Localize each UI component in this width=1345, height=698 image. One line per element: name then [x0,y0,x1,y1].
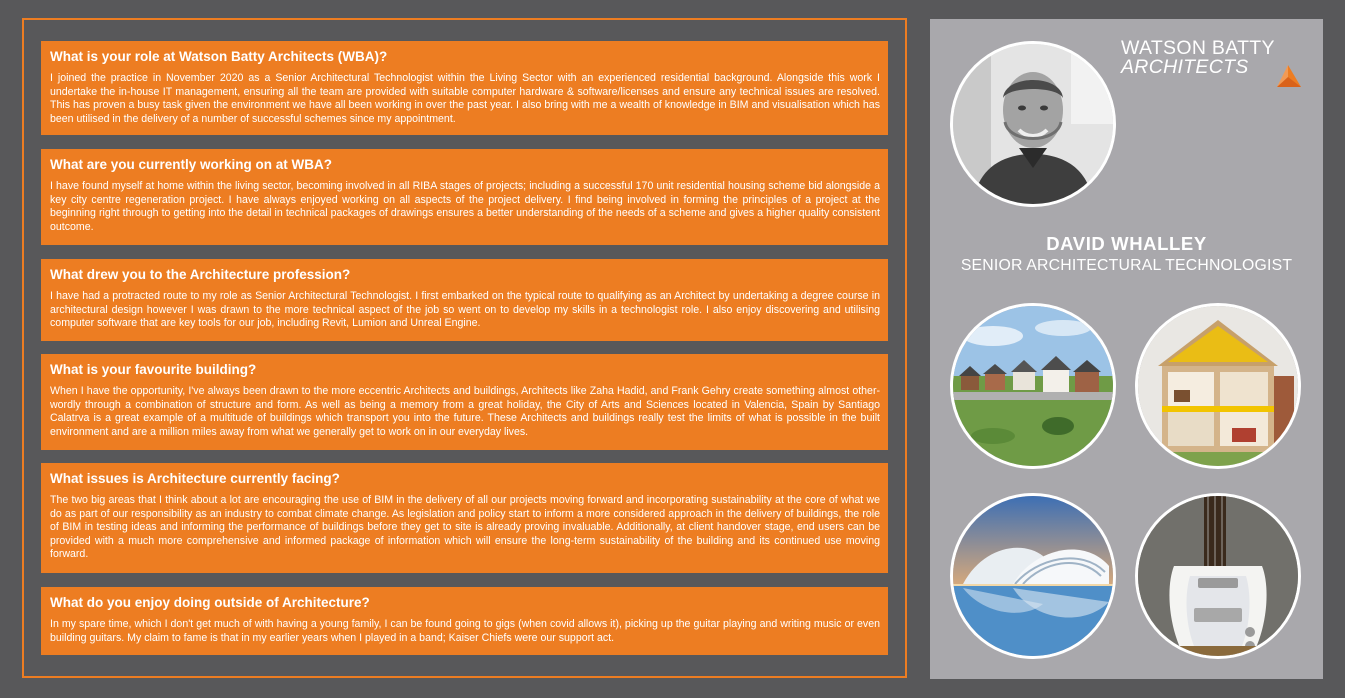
person-name: DAVID WHALLEY [1046,233,1207,254]
qa-card-role [41,41,888,135]
qa-card-favourite-building [41,354,888,450]
question-heading: What is your favourite building? [50,362,257,377]
answer-text: I joined the practice in November 2020 as a Senior Architectural Technologist within the Living Sector with an experienced residential background. Alongside this work I undertake the in-house IT management, ensuring all the team are provided with suitable computer hardware & software/licenses and ensure any technical issues are resolved. This has proven a busy task given the environment we have all been working in over the past year. I also bring with me a wealth of knowledge in BIM and visualisation which has been utilised in the delivery of a number of successful schemes since my appointment. [50,72,880,125]
qa-card-outside-interests [41,587,888,655]
answer-text: When I have the opportunity, I've always been drawn to the more eccentric Architects and buildings, Architects like Zaha Hadid, and Frank Gehry create something almost other-wordly through a combination of structure and form. As well as being a memory from a great holiday, the City of Arts and Sciences located in Valencia, Spain by Santiago Calatrva is a great example of a multitude of buildings which transport you into the future. These Architects and buildings really test the limits of what is possible in the built environment and are a million miles away from what we generally get to work on in our everyday lives. [50,385,880,438]
electric-guitar-photo [1135,493,1301,659]
watson-batty-logo [1101,39,1301,109]
profile-panel [930,19,1323,679]
house-cutaway-render [1135,303,1301,469]
logo-text-line2: ARCHITECTS [1121,56,1249,78]
question-heading: What do you enjoy doing outside of Architecture? [50,595,370,610]
answer-text: I have had a protracted route to my role as Senior Architectural Technologist. I first embarked on the typical route to qualifying as an Architect by undertaking a degree course in architectural design however I was drawn to the more technical aspect of the job so went on to develop my skills in a technologist role. I also enjoy discovering and utilising computer software that are key tools for our job, including Revit, Lumion and Unreal Engine. [50,290,880,330]
housing-development-photo [950,303,1116,469]
question-heading: What drew you to the Architecture profession? [50,267,351,282]
portrait-photo [950,41,1116,207]
qa-card-profession [41,259,888,341]
question-heading: What are you currently working on at WBA? [50,157,333,172]
question-heading: What issues is Architecture currently facing? [50,471,340,486]
city-of-arts-and-sciences-photo [950,493,1116,659]
answer-text: The two big areas that I think about a lot are encouraging the use of BIM in the delivery of all our projects moving forward and incorporating sustainability at the core of what we do as part of our responsibility as an industry to combat climate change. As legislation and policy start to inform a more considered approach in the delivery of buildings, the role of BIM in testing ideas and informing the performance of buildings before they get to site is already proving invaluable. Additionally, at client handover stage, end users can be provided with a much more comprehensive and informed package of information which will ensure the long-term sustainability of the building and its continued use moving forward. [50,494,880,561]
qa-card-current-work [41,149,888,245]
answer-text: In my spare time, which I don't get much of with having a young family, I can be found going to gigs (when covid allows it), picking up the guitar playing and writing music or even building guitars. My claim to fame is that in my earlier years when I played in a band; Kaiser Chiefs were our support act. [50,618,880,644]
question-heading: What is your role at Watson Batty Architects (WBA)? [50,49,388,64]
logo-text-line1: WATSON BATTY [1121,37,1275,59]
person-role: SENIOR ARCHITECTURAL TECHNOLOGIST [960,257,1293,274]
logo-mark-icon [1273,61,1303,91]
qa-card-issues [41,463,888,573]
answer-text: I have found myself at home within the living sector, becoming involved in all RIBA stages of projects; including a successful 170 unit residential housing scheme bid alongside a key city centre regeneration project. I have always enjoyed working on all aspects of the project delivery. I find being involved in forming the principles of a project at the beginning right through to getting into the detail in technical packages of drawings ensures a better understanding of the needs of a scheme and gives a higher quality consistent outcome. [50,180,880,233]
